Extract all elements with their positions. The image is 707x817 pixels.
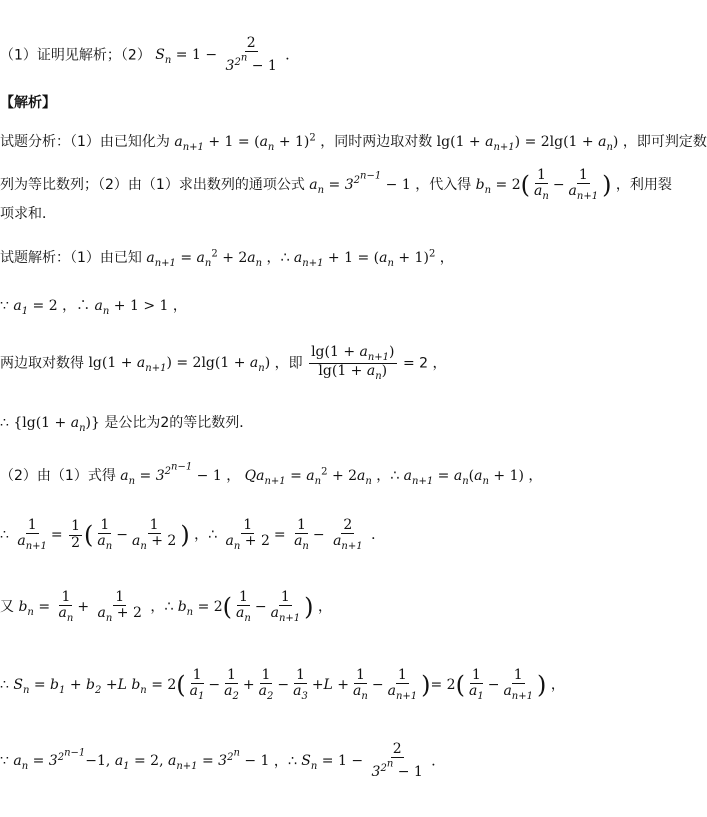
solution-eq: ∴ $S_n = b_1 + b_2 +L$ $b_n = 2$( $\frac{1}{a_1}$ − $\frac{1}{a_2}$ + $\frac{1}{a_2}$ − $\frac{1}{a_3}$ +L + $\frac{1}{a_n}$ − $\frac{1}{a_{n+1}}$ )= 2( $\frac{1}{a_1}$ − $\frac{1}{a_{n+1}}$ ) (0, 667, 547, 703)
analysis-eq-bn: $b_n = 2$( $\frac{1}{a_n}$ − $\frac{1}{a_{n+1}}$ ) (475, 167, 612, 203)
solution-eq: $b_n = 2$( $\frac{1}{a_n}$ − $\frac{1}{a_{n+1}}$ ) (177, 589, 314, 625)
section-title: 【解析】 (0, 95, 56, 111)
solution-text: 试题解析：（1）由已知 (0, 250, 142, 266)
analysis-text: 试题分析：（1）由已知化为 (0, 134, 170, 150)
solution-text: 是公比为2的等比数列． (104, 415, 254, 431)
solution-eq: $\lg(1 + a_{n+1}) = 2\lg(1 + a_n)$ (88, 355, 271, 375)
solution-fraction: $\frac{\lg(1 + a_{n+1})}{\lg(1 + a_n)}$ (311, 344, 395, 382)
analysis-text: 列为等比数列；（2）由（1）求出数列的通项公式 (0, 177, 305, 194)
solution-line-6 (0, 518, 385, 552)
analysis-eq-recurrence: $a_{n+1} + 1 = (a_n + 1)^2$ (174, 132, 316, 153)
answer-line (0, 36, 299, 75)
solution-text: ，∴ (150, 599, 174, 616)
analysis-line-3: 项求和． (0, 206, 56, 222)
solution-line-1 (0, 247, 454, 269)
analysis-eq-general: $a_n = 3^{2^{n-1}} - 1$ (309, 171, 411, 196)
analysis-line-1 (0, 131, 707, 153)
solution-text: （2）由（1）式得 (0, 467, 116, 484)
answer-end: ． (285, 47, 300, 64)
solution-line-5 (0, 462, 542, 487)
solution-text: ， (439, 250, 454, 266)
solution-text: ， (317, 599, 332, 616)
solution-text: ，∴ (376, 467, 400, 484)
analysis-text: ，代入得 (415, 177, 472, 194)
solution-text: ，∴ (266, 250, 290, 266)
solution-eq: $\frac{1}{a_n + 2}$ = $\frac{1}{a_n}$ − $\frac{2}{a_{n+1}}$ (225, 517, 363, 553)
solution-eq: $a_n = 3^{2^{n-1}} - 1$ (120, 462, 222, 487)
analysis-text: ，即可判定数 (622, 134, 707, 150)
solution-text: ， (528, 467, 543, 484)
analysis-line-2 (0, 168, 672, 202)
solution-eq: ∵ $a_n = 3^{2^{n-1}}-1$, $a_1 = 2$, $a_{n+1} = 3^{2^n} - 1$ (0, 747, 270, 773)
solution-eq: ∵ $a_1 = 2$ ，∴ $a_n + 1 > 1$ ， (0, 298, 187, 317)
analysis-text: ，利用裂 (615, 177, 672, 194)
answer-formula: $S_n = 1$ − $\frac{2}{3^{2^n} - 1}$ (155, 35, 277, 75)
solution-text: ． (431, 753, 446, 770)
solution-text: ，∴ (194, 527, 218, 544)
solution-line-4 (0, 412, 253, 434)
solution-eq: $a_{n+1} + 1 = (a_n + 1)^2$ (293, 248, 436, 269)
answer-prefix: （1）证明见解析；（2） (0, 47, 151, 64)
solution-text: ， (226, 467, 241, 484)
solution-text: ． (371, 527, 386, 544)
solution-line-9 (0, 742, 445, 781)
solution-eq: $a_{n+1} = a_n(a_n + 1)$ (403, 467, 524, 487)
solution-text: ，∴ (273, 753, 297, 770)
solution-text: ，即 (274, 355, 303, 372)
solution-eq: $S_n = 1$ − $\frac{2}{3^{2^n} - 1}$ (301, 741, 423, 781)
solution-line-3 (0, 345, 447, 382)
solution-text: 又 (0, 599, 14, 616)
solution-eq: $a_{n+1} = a_n^2 + 2a_n$ (146, 248, 263, 269)
solution-text: ， (550, 677, 565, 694)
solution-eq: ∴ $\frac{1}{a_{n+1}}$ = $\frac{1}{2}$ ( $\frac{1}{a_n}$ − $\frac{1}{a_n + 2}$ ) (0, 517, 190, 553)
solution-line-7 (0, 590, 332, 624)
solution-line-2 (0, 295, 187, 317)
solution-eq: $b_n$ = $\frac{1}{a_n}$ + $\frac{1}{a_n + 2}$ (18, 589, 142, 625)
solution-text: 两边取对数得 (0, 355, 84, 372)
solution-eq: $Qa_{n+1} = a_n^2 + 2a_n$ (244, 466, 372, 487)
solution-eq: ∴ $\{\lg(1 + a_n)\}$ (0, 415, 100, 434)
analysis-text: ，同时两边取对数 (320, 134, 433, 150)
solution-line-8 (0, 668, 565, 702)
solution-text: = 2 ， (402, 355, 447, 372)
analysis-eq-log: $\lg(1 + a_{n+1}) = 2\lg(1 + a_n)$ (436, 134, 619, 153)
